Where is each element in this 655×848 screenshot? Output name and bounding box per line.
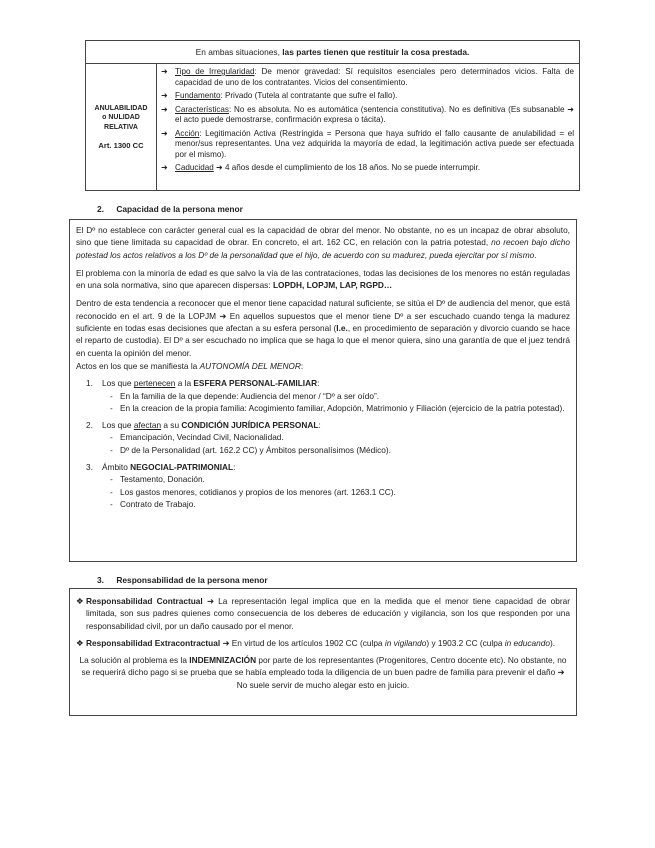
sub-item	[76, 486, 570, 498]
sub-item-text: Los gastos menores, cotidianos y propios de los menores (art. 1263.1 CC).	[120, 486, 396, 497]
list-item	[161, 105, 574, 126]
item-text: ).	[550, 637, 556, 648]
responsabilidad-box	[69, 588, 577, 716]
item-text: a la	[177, 378, 192, 389]
item-text: ➜ La representación legal implica que en la medida que el menor tiene capacidad de obrar limitada, son sus padres quienes como consecuencia de los deberes de educación y vigilancia, son los que responden por una responsabilidad civil, por un daño causado por el menor.	[86, 596, 570, 631]
item-text: : De menor gravedad: Sí requisitos esenciales pero determinados vicios. Falta de capacidad de uno de los contratantes. Vicios del consentimiento.	[175, 67, 574, 87]
row-label-line: RELATIVA	[104, 123, 138, 131]
item-text: : Privado (Tutela al contratante que sufre el fallo).	[220, 91, 398, 100]
paragraph-bold: LOPDH, LOPJM, LAP, RGPD…	[272, 280, 393, 291]
paragraph	[76, 654, 570, 691]
arrow-icon: ➜	[161, 67, 168, 76]
section-title: Responsabilidad de la persona menor	[116, 575, 268, 585]
paragraph-text: por parte de los representantes (Progenitores, Centro docente etc). No obstante, no se requerirá dicho pago si se prueba que se había empleado toda la diligencia de un buen padre de familia para prevenir el daño ➜ No suele servir de mucho alegar esto en juicio.	[81, 655, 567, 690]
sub-item-text: Contrato de Trabajo.	[120, 498, 196, 509]
diamond-bullet-icon: ❖	[76, 637, 84, 648]
item-text: Los que	[102, 420, 132, 431]
anulabilidad-table	[85, 40, 580, 191]
paragraph-text: , en procedimiento de separación y divorcio cuando se hace el reparto de custodia). El Dº a ser escuchado no implica que se haga lo que el menor quiera, sino una garantía de que el juez tendrá en cuenta la opinión del menor.	[76, 323, 570, 358]
paragraph-bold: I.e.	[336, 323, 348, 334]
dash-icon: -	[110, 390, 113, 401]
item-text: Ámbito	[102, 462, 128, 473]
paragraph-text: Dentro de esta tendencia a reconocer que el menor tiene capacidad natural suficiente, se sitúa el Dº de audiencia del menor, que está reconocido en el art. 9 de la LOPJM ➜ En aquellos supuestos que el menor tiene Dº a ser escuchado cuando tenga la madurez suficiente en todas esas decisiones que afectan a su esfera personal (	[76, 298, 570, 334]
paragraph-text: El Dº no establece con carácter general cual es la capacidad de obrar del menor. No obstante, no es un incapaz de obrar absoluto, sino que tiene limitada su capacidad de obrar. En concreto, el art. 162 CC, en relación con la patria potestad,	[76, 225, 570, 248]
diamond-bullet-icon: ❖	[76, 596, 84, 606]
item-bold: CONDICIÓN JURÍDICA PERSONAL	[181, 420, 319, 431]
list-item	[76, 377, 570, 389]
item-bold: Responsabilidad Extracontractual	[86, 637, 221, 648]
dash-icon: -	[110, 498, 113, 509]
table-header-bold: las partes tienen que restituir la cosa prestada.	[282, 47, 470, 57]
paragraph	[76, 224, 570, 261]
dash-icon: -	[110, 444, 113, 455]
item-term: Características	[175, 104, 229, 114]
paragraph	[76, 360, 570, 372]
list-item	[161, 163, 574, 174]
item-text: : Legitimación Activa (Restringida = Persona que haya sufrido el fallo causante de anulabilidad = el menor/sus representantes. Una vez adquirida la mayoría de edad, la legitimación activa puede ser efectuada por el mismo).	[175, 128, 574, 159]
section-2-heading	[97, 204, 243, 214]
section-number: 2.	[97, 204, 104, 214]
item-text: a su	[163, 420, 180, 431]
item-verb: afectan	[133, 420, 162, 431]
paragraph-bold: INDEMNIZACIÓN	[189, 655, 257, 666]
dash-icon: -	[110, 432, 113, 443]
capacidad-box	[69, 219, 577, 562]
sub-item-text: En la familia de la que depende: Audiencia del menor / “Dº a ser oído”.	[120, 390, 380, 401]
table-row-content	[157, 64, 579, 190]
dash-icon: -	[110, 474, 113, 485]
paragraph-text: Actos en los que se manifiesta la	[76, 360, 198, 371]
paragraph-italic: AUTONOMÍA DEL MENOR	[199, 360, 301, 371]
list-item	[76, 419, 570, 431]
item-text: : No es absoluta. No es automática (sentencia constitutiva). No es definitiva (Es subsanable ➜ el acto puede demostrarse, confirmación expresa o tácita).	[175, 104, 574, 124]
sub-item-text: Testamento, Donación.	[120, 474, 205, 485]
item-italic: in educando	[504, 637, 550, 648]
item-bold: Responsabilidad Contractual	[86, 596, 203, 606]
list-number: 1.	[86, 378, 93, 389]
sub-item	[76, 473, 570, 485]
item-italic: in vigilando	[384, 637, 427, 648]
list-item	[161, 67, 574, 88]
table-row-label	[86, 64, 157, 190]
arrow-icon: ➜	[161, 128, 168, 138]
paragraph-text: El problema con la minoría de edad es que salvo la vía de las contrataciones, todas las decisiones de los menores no están reguladas en una sola normativa, sino que aparecen dispersas:	[76, 267, 570, 291]
table-header-prefix: En ambas situaciones,	[195, 47, 280, 57]
list-item	[76, 461, 570, 473]
table-body	[86, 64, 579, 190]
item-term: Acción	[175, 128, 200, 138]
paragraph-end: :	[300, 360, 304, 371]
sub-item	[76, 390, 570, 402]
sub-item	[76, 402, 570, 414]
item-text: ) y 1903.2 CC (culpa	[426, 637, 503, 648]
row-label-line: ANULABILIDAD	[94, 104, 148, 112]
item-end: :	[233, 462, 236, 473]
sub-item-text: Dº de la Personalidad (art. 162.2 CC) y Ámbitos personalísimos (Médico).	[120, 444, 391, 455]
item-end: :	[318, 420, 321, 431]
sub-item-text: En la creacion de la propia familia: Acogimiento familiar, Adopción, Matrimonio y Filiación (ejercicio de la patria potestad).	[120, 402, 565, 413]
paragraph-italic: no recoen bajo dicho potestad los actos relativos a los Dº de la personalidad que el hijo, de acuerdo con su madurez, pueda ejercitar por sí mismo	[76, 237, 570, 260]
section-3-heading	[97, 575, 268, 585]
section-number: 3.	[97, 575, 104, 585]
item-end: :	[317, 378, 320, 389]
paragraph-end: .	[534, 249, 537, 260]
list-item	[76, 595, 570, 632]
item-term: Tipo de Irregularidad	[175, 67, 255, 76]
row-label-article: Art. 1300 CC	[98, 141, 144, 150]
list-item	[161, 91, 574, 102]
sub-item-text: Emancipación, Vecindad Civil, Nacionalidad.	[120, 432, 284, 443]
paragraph	[76, 267, 570, 292]
list-item	[76, 637, 570, 649]
sub-item	[76, 498, 570, 510]
item-text: ➜ 4 años desde el cumplimiento de los 18 años. No se puede interrumpir.	[213, 163, 481, 172]
arrow-icon: ➜	[161, 91, 168, 100]
item-text: ➜ En virtud de los artículos 1902 CC (culpa	[222, 637, 383, 648]
table-header	[86, 41, 579, 64]
item-term: Fundamento	[175, 91, 221, 100]
paragraph-text: La solución al problema es la	[79, 655, 187, 666]
item-bold: ESFERA PERSONAL-FAMILIAR	[193, 378, 318, 389]
dash-icon: -	[110, 486, 113, 497]
item-bold: NEGOCIAL-PATRIMONIAL	[130, 462, 234, 473]
section-title: Capacidad de la persona menor	[116, 204, 243, 214]
arrow-icon: ➜	[161, 163, 168, 172]
item-term: Caducidad	[175, 163, 214, 172]
list-number: 2.	[86, 420, 93, 431]
sub-item	[76, 431, 570, 443]
paragraph	[76, 297, 570, 358]
list-item	[161, 129, 574, 161]
sub-item	[76, 444, 570, 456]
item-verb: pertenecen	[133, 378, 176, 389]
arrow-icon: ➜	[161, 104, 168, 114]
item-text: Los que	[102, 378, 132, 389]
dash-icon: -	[110, 402, 113, 413]
row-label-line: o NULIDAD	[102, 114, 140, 121]
ordered-list	[76, 377, 570, 510]
list-number: 3.	[86, 462, 93, 473]
